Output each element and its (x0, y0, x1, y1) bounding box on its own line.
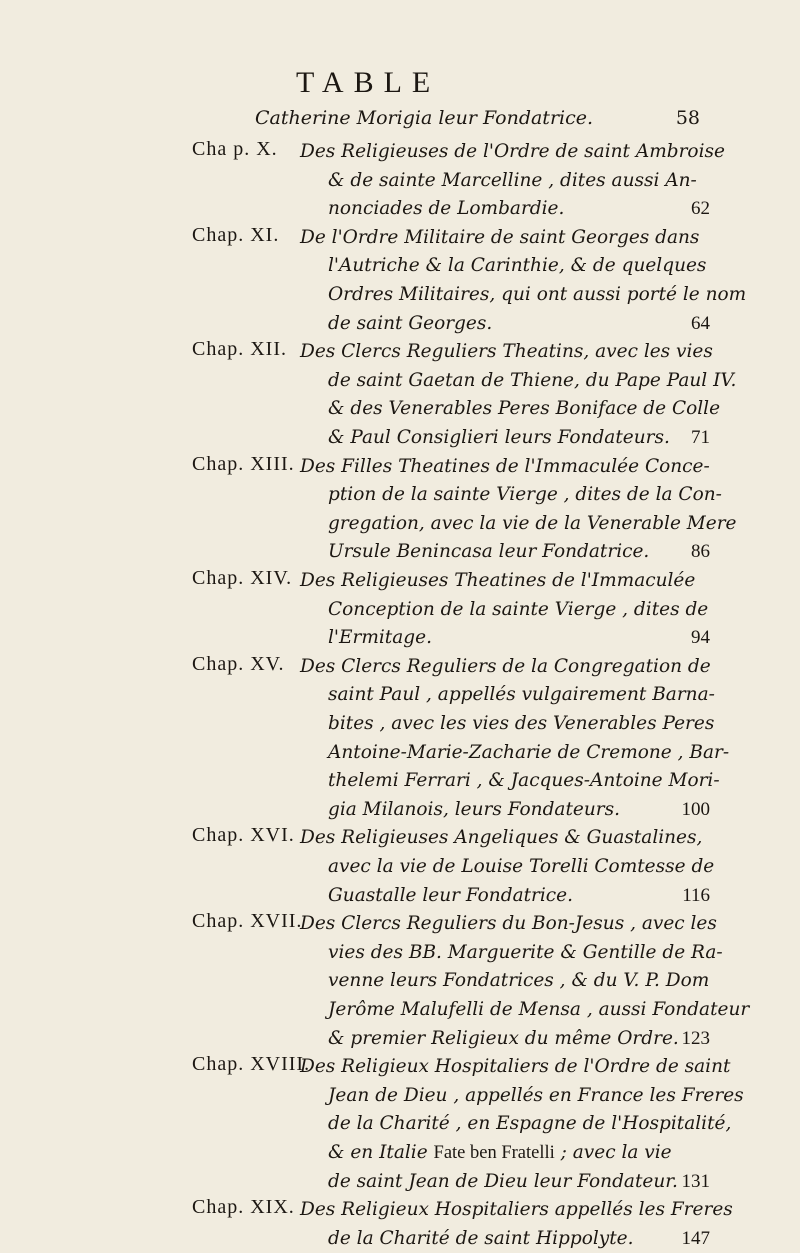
line-text: Guastalle leur Fondatrice. (328, 884, 573, 906)
description-line (300, 910, 717, 939)
chapter-description (300, 910, 750, 1053)
description-line (300, 1053, 731, 1082)
chapter-description (300, 824, 715, 910)
description-line (300, 481, 722, 510)
description-line (300, 424, 710, 453)
line-text: venne leurs Fondatrices , & du V. P. Dom (328, 970, 710, 992)
description-line (300, 338, 713, 367)
chapter-label: Chap. XVI. (192, 824, 295, 847)
line-text: Jerôme Malufelli de Mensa , aussi Fondateur (328, 998, 750, 1020)
line-text: nonciades de Lombardie. (328, 198, 565, 220)
line-text: & Paul Consiglieri leurs Fondateurs. (328, 426, 670, 448)
line-text: saint Paul , appellés vulgairement Barna- (328, 684, 715, 706)
chapter-label: Chap. XVIII. (192, 1053, 311, 1076)
line-text: Des Religieux Hospitaliers appellés les Freres (300, 1199, 733, 1221)
chapter-label: Chap. XIV. (192, 567, 293, 589)
chapter-description (300, 224, 747, 338)
line-text: Des Filles Theatines de l'Immaculée Conce- (300, 455, 710, 477)
description-line (300, 510, 737, 539)
line-text: Conception de la sainte Vierge , dites de (328, 598, 709, 620)
chapter-description (300, 1053, 744, 1196)
line-text: gia Milanois, leurs Fondateurs. (328, 798, 620, 820)
description-line (300, 767, 720, 796)
line-text: vies des BB. Marguerite & Gentille de Ra- (328, 941, 723, 963)
description-line (300, 310, 710, 339)
description-line (300, 138, 725, 167)
description-line (300, 195, 710, 224)
description-line (300, 538, 710, 567)
continued-entry (255, 104, 700, 132)
description-line (300, 367, 737, 396)
chapter-description (300, 138, 725, 224)
description-line (300, 167, 710, 196)
description-line (300, 882, 710, 911)
chapter-description (300, 1196, 733, 1253)
line-text: avec la vie de Louise Torelli Comtesse de (328, 855, 715, 877)
line-text: Ursule Benincasa leur Fondatrice. (328, 541, 650, 563)
description-line (300, 1168, 710, 1197)
description-line (300, 567, 710, 596)
description-line (300, 996, 750, 1025)
line-text: Des Religieuses Theatines de l'Immaculée (300, 570, 696, 591)
chapter-label: Chap. XIX. (192, 1196, 295, 1219)
line-text: Des Religieuses de l'Ordre de saint Ambroise (300, 141, 725, 162)
description-line (300, 681, 715, 710)
chapter-description (300, 338, 737, 452)
line-text: de la Charité , en Espagne de l'Hospitalité, (328, 1113, 732, 1135)
description-line (300, 710, 715, 739)
description-line (300, 939, 723, 968)
page-number: 86 (691, 541, 710, 563)
description-line (300, 281, 747, 310)
page-number: 94 (691, 627, 710, 649)
description-line (300, 653, 710, 682)
description-line (300, 967, 710, 996)
line-text: de saint Gaetan de Thiene, du Pape Paul IV. (328, 369, 737, 391)
continued-entry-text: Catherine Morigia leur Fondatrice. (255, 107, 594, 129)
line-text: Des Clercs Reguliers du Bon-Jesus , avec les (300, 913, 717, 935)
page-number: 147 (681, 1227, 710, 1249)
line-text: gregation, avec la vie de la Venerable Mere (328, 512, 737, 534)
line-text: Ordres Militaires, qui ont aussi porté le nom (328, 283, 747, 305)
chapter-label: Chap. XV. (192, 652, 285, 675)
description-line (300, 252, 710, 281)
line-text: Des Clercs Reguliers Theatins, avec les vies (300, 341, 713, 363)
page-number: 71 (691, 426, 710, 448)
description-line (300, 1082, 744, 1111)
description-line (300, 224, 710, 253)
line-text: de la Charité de saint Hippolyte. (328, 1227, 634, 1249)
description-line (300, 596, 710, 625)
description-line (300, 739, 730, 768)
page-number: 58 (675, 107, 700, 129)
description-line (300, 1225, 710, 1253)
description-line (300, 1139, 710, 1168)
description-line (300, 395, 721, 424)
chapter-label: Chap. XIII. (192, 452, 295, 475)
page-number: 116 (682, 884, 710, 906)
line-text: de saint Jean de Dieu leur Fondateur. (328, 1170, 678, 1192)
running-heading: TABLE (296, 66, 441, 99)
line-text: l'Ermitage. (328, 627, 432, 649)
line-text: & premier Religieux du même Ordre. (328, 1027, 679, 1049)
line-text: Des Clercs Reguliers de la Congregation de (300, 655, 711, 677)
description-line (300, 1110, 732, 1139)
line-text: Jean de Dieu , appellés en France les Freres (328, 1084, 744, 1106)
line-text: l'Autriche & la Carinthie, & de quelques (328, 255, 707, 277)
page-number: 62 (691, 198, 710, 220)
line-text: Antoine-Marie-Zacharie de Cremone , Bar- (328, 741, 730, 763)
description-line (300, 853, 715, 882)
page-number: 64 (691, 312, 710, 334)
chapter-description (300, 653, 730, 825)
line-text: Des Religieux Hospitaliers de l'Ordre de saint (300, 1056, 731, 1078)
line-text: de saint Georges. (328, 312, 493, 334)
description-line (300, 1025, 710, 1054)
description-line (300, 453, 710, 482)
line-text: & de sainte Marcelline , dites aussi An- (328, 169, 697, 191)
chapter-label: Chap. XI. (192, 223, 280, 246)
line-text: ption de la sainte Vierge , dites de la Con- (328, 484, 722, 506)
line-text: Des Religieuses Angeliques & Guastalines, (300, 827, 703, 849)
chapter-label: Chap. XVII. (192, 910, 303, 933)
description-line (300, 624, 710, 653)
line-text: thelemi Ferrari , & Jacques-Antoine Mori- (328, 770, 720, 792)
chapter-description (300, 453, 737, 567)
description-line (300, 824, 710, 853)
line-text: & en Italie Fate ben Fratelli ; avec la vie (328, 1141, 672, 1163)
line-text: & des Venerables Peres Boniface de Colle (328, 398, 721, 420)
line-text: De l'Ordre Militaire de saint Georges dans (300, 226, 700, 248)
description-line (300, 796, 710, 825)
line-text: bites , avec les vies des Venerables Peres (328, 712, 715, 734)
page-number: 100 (681, 798, 710, 820)
chapter-label: Chap. XII. (192, 338, 287, 361)
chapter-description (300, 567, 710, 653)
chapter-label: Cha p. X. (192, 138, 278, 160)
page-number: 131 (681, 1170, 710, 1192)
page-number: 123 (681, 1027, 710, 1049)
description-line (300, 1196, 733, 1225)
